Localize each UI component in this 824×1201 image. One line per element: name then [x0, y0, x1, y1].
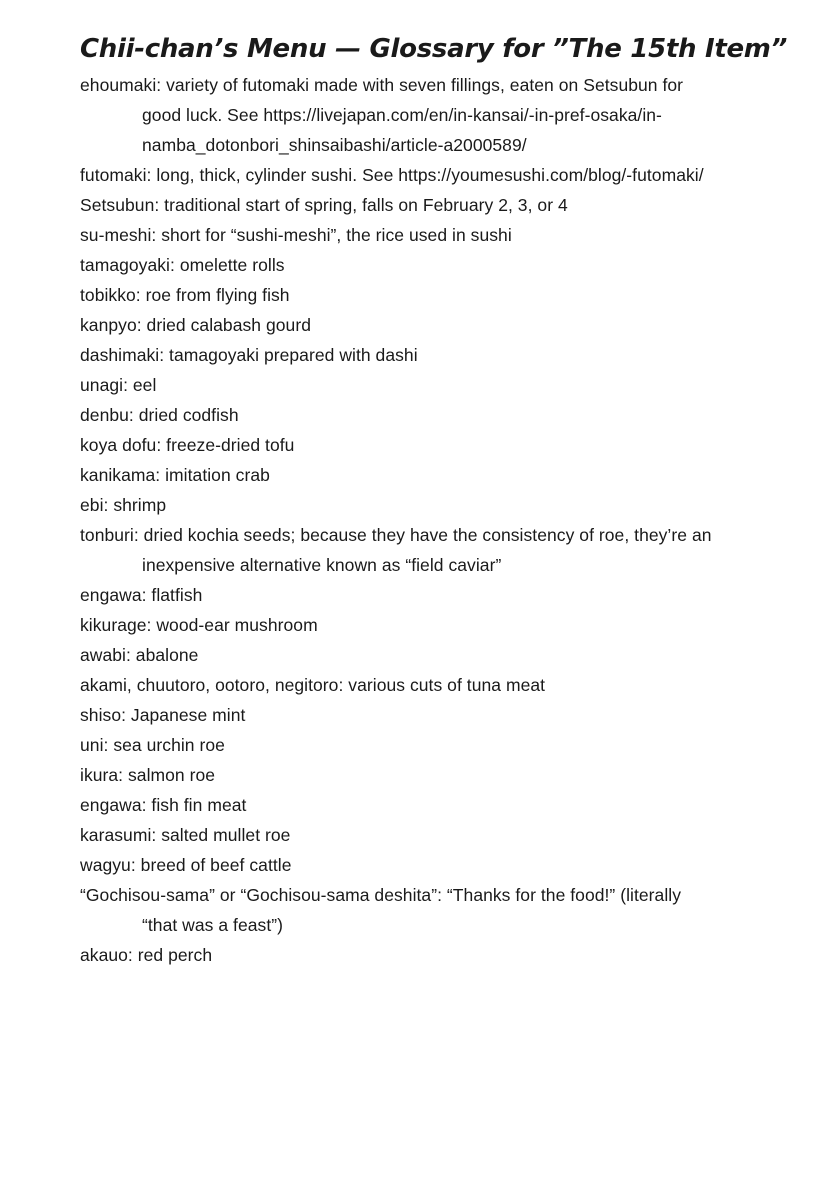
glossary-entry: engawa: fish fin meat	[80, 795, 247, 815]
glossary-entry: awabi: abalone	[80, 645, 199, 665]
page-title: Chii-chan’s Menu — Glossary for ”The 15th Item”	[80, 34, 788, 64]
glossary-entry: ebi: shrimp	[80, 495, 167, 515]
glossary-entry: tobikko: roe from flying fish	[80, 285, 290, 305]
glossary-entry: “Gochisou-sama” or “Gochisou-sama deshita”: “Thanks for the food!” (literally “that was a feast”)	[80, 885, 682, 935]
glossary-entry: wagyu: breed of beef cattle	[80, 855, 292, 875]
glossary-entry: unagi: eel	[80, 375, 157, 395]
glossary-entry: engawa: flatfish	[80, 585, 203, 605]
glossary-entry: koya dofu: freeze-dried tofu	[80, 435, 295, 455]
glossary-entry: uni: sea urchin roe	[80, 735, 225, 755]
glossary-entry: karasumi: salted mullet roe	[80, 825, 291, 845]
glossary-entry: tamagoyaki: omelette rolls	[80, 255, 285, 275]
glossary-entry: dashimaki: tamagoyaki prepared with dashi	[80, 345, 418, 365]
glossary-entry: akauo: red perch	[80, 945, 213, 965]
glossary-entry: Setsubun: traditional start of spring, falls on February 2, 3, or 4	[80, 195, 568, 215]
glossary-entry: futomaki: long, thick, cylinder sushi. See https://youmesushi.com/blog/-futomaki/	[80, 165, 704, 185]
glossary-entry: denbu: dried codfish	[80, 405, 239, 425]
glossary-entry: ikura: salmon roe	[80, 765, 216, 785]
glossary-entry: kanikama: imitation crab	[80, 465, 270, 485]
glossary-page	[80, 28, 788, 970]
glossary-entry: akami, chuutoro, ootoro, negitoro: various cuts of tuna meat	[80, 675, 546, 695]
glossary-entry: ehoumaki: variety of futomaki made with seven fillings, eaten on Setsubun for good luck. See https://livejapan.com/en/in-kansai/-in-pref-osaka/in-namba_dotonbori_shinsaibashi/article-a2000589/	[80, 75, 684, 155]
glossary-entry: kanpyo: dried calabash gourd	[80, 315, 312, 335]
glossary-entry: kikurage: wood-ear mushroom	[80, 615, 318, 635]
glossary-entry: shiso: Japanese mint	[80, 705, 246, 725]
glossary-list	[80, 70, 720, 970]
glossary-entry: tonburi: dried kochia seeds; because they have the consistency of roe, they’re an inexpensive alternative known as “field caviar”	[80, 525, 712, 575]
glossary-entry: su-meshi: short for “sushi-meshi”, the rice used in sushi	[80, 225, 512, 245]
